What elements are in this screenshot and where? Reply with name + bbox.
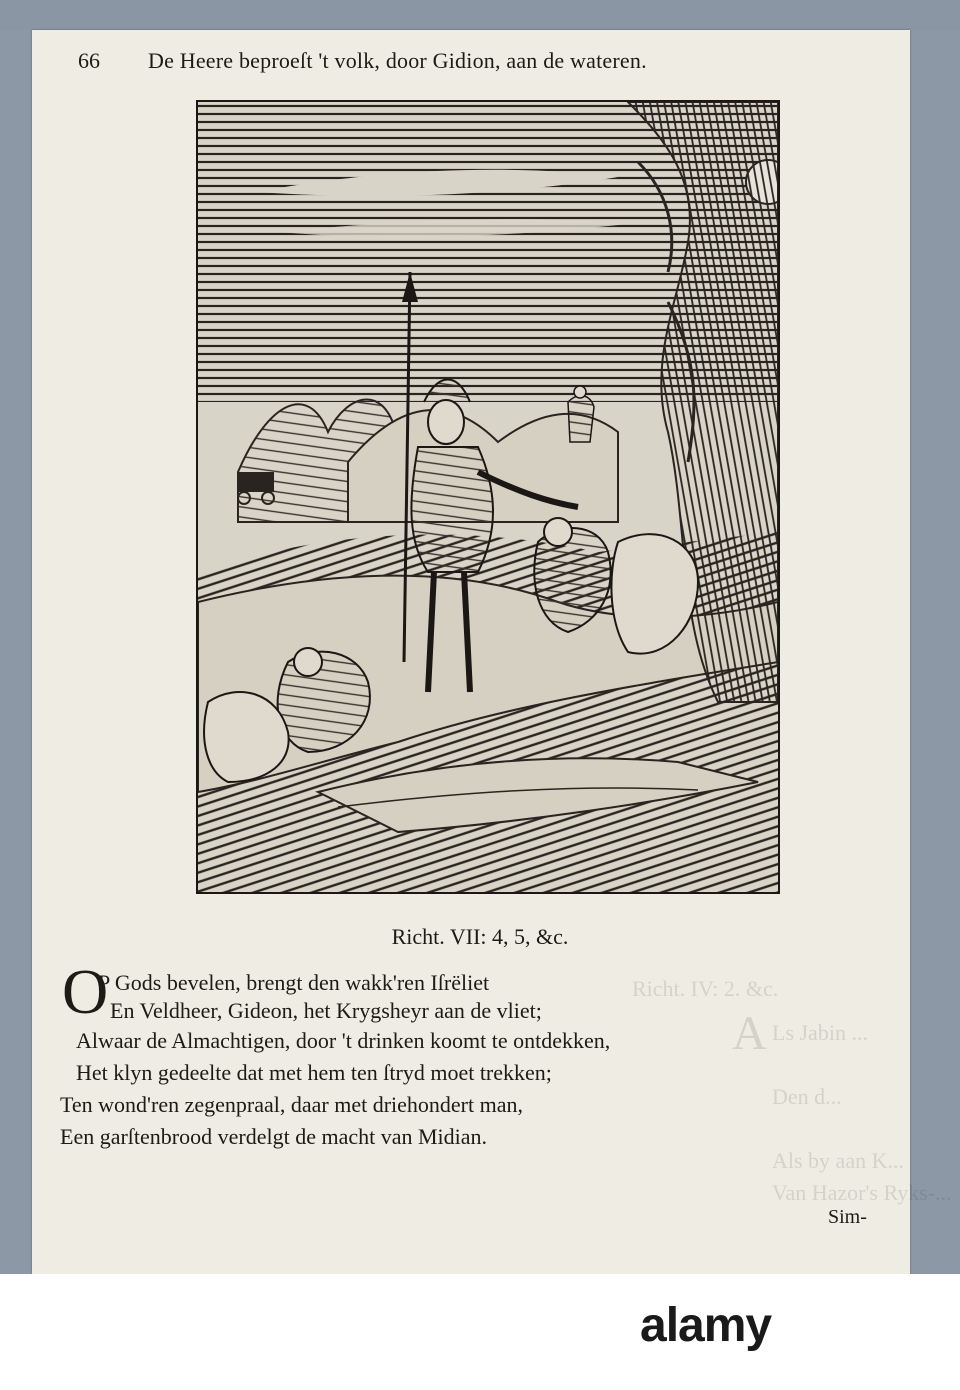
verse-line: Ten wond'ren zegenpraal, daar met driehondert man, — [60, 1092, 523, 1117]
show-through-text: Van Hazor's Ryks-... — [772, 1180, 952, 1205]
page-number: 66 — [78, 48, 100, 73]
show-through-text: A — [732, 1007, 767, 1060]
verse-line: Het klyn gedeelte dat met hem ten ſtryd moet trekken; — [76, 1060, 552, 1085]
background-top — [0, 0, 960, 30]
running-head: De Heere beproeſt 't volk, door Gidion, aan de wateren. — [148, 48, 647, 73]
verse-line: Alwaar de Almachtigen, door 't drinken koomt te ontdekken, — [76, 1028, 611, 1053]
drop-cap: O — [62, 956, 109, 1027]
catchword: Sim- — [828, 1206, 867, 1228]
watermark-logo: alamy — [640, 1299, 772, 1352]
verse-line: En Veldheer, Gideon, het Krygsheyr aan de vliet; — [110, 998, 542, 1023]
verse-line: Een garſtenbrood verdelgt de macht van Midian. — [60, 1124, 488, 1149]
page-header — [78, 48, 838, 84]
show-through-text: Den d... — [772, 1084, 842, 1109]
show-through-text: Richt. IV: 2. &c. — [632, 976, 779, 1001]
verse-line: P Gods bevelen, brengt den wakk'ren Iſrëliet — [98, 970, 490, 995]
show-through-text: Als by aan K... — [772, 1148, 904, 1173]
scripture-reference: Richt. VII: 4, 5, &c. — [391, 924, 569, 949]
bottom-strip — [0, 1274, 960, 1390]
show-through-text: Ls Jabin ... — [772, 1020, 868, 1045]
woodcut-illustration — [196, 100, 780, 894]
